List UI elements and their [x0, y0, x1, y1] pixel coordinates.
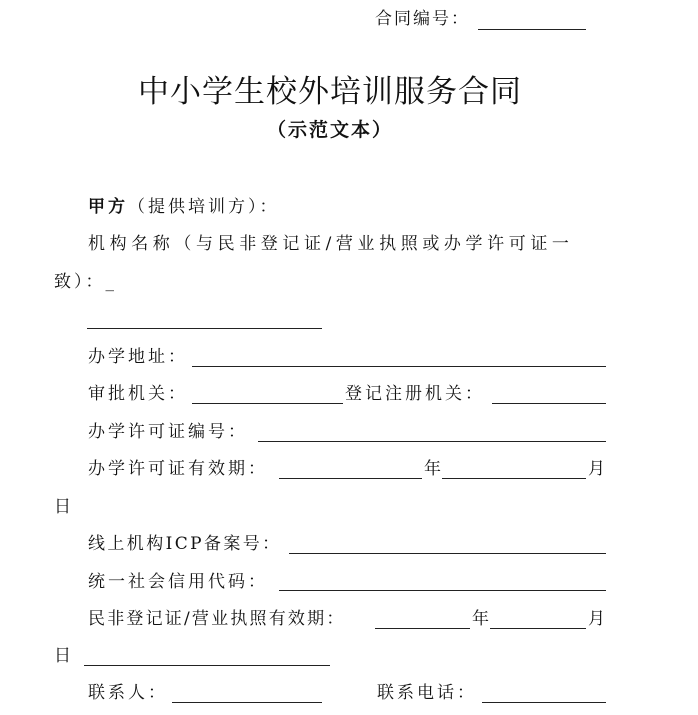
license-validity-year-field[interactable] — [279, 478, 422, 479]
address-field[interactable] — [192, 366, 606, 367]
icp-label: 线上机构ICP备案号： — [88, 534, 282, 554]
registration-label: 登记注册机关： — [345, 384, 485, 404]
contact-field[interactable] — [172, 702, 322, 703]
license-validity-day-label: 日 — [54, 497, 74, 517]
org-name-field[interactable] — [87, 328, 322, 329]
document-title: 中小学生校外培训服务合同 — [138, 74, 522, 110]
license-validity-label: 办学许可证有效期： — [88, 459, 268, 479]
cert-validity-month-field[interactable] — [490, 628, 586, 629]
org-name-label-line1: 机构名称（与民非登记证/营业执照或办学许可证一 — [88, 234, 574, 254]
contract-number-label: 合同编号： — [375, 9, 470, 29]
license-number-field[interactable] — [258, 441, 606, 442]
icp-field[interactable] — [289, 553, 606, 554]
contact-label: 联系人： — [88, 683, 168, 703]
cert-validity-day-field[interactable] — [84, 665, 330, 666]
license-validity-month-field[interactable] — [442, 478, 586, 479]
credit-code-field[interactable] — [279, 590, 606, 591]
party-a-heading — [88, 197, 280, 217]
cert-validity-day-label: 日 — [54, 646, 74, 666]
org-name-label-line2: 致）：_ — [54, 272, 117, 292]
phone-label: 联系电话： — [377, 683, 477, 703]
cert-validity-year-label: 年 — [472, 609, 492, 629]
registration-field[interactable] — [492, 403, 606, 404]
cert-validity-label: 民非登记证/营业执照有效期： — [88, 609, 346, 629]
contract-number-field[interactable] — [478, 29, 586, 30]
license-validity-month-label: 月 — [588, 459, 608, 479]
approval-field[interactable] — [192, 403, 343, 404]
document-subtitle: （示范文本） — [266, 119, 393, 141]
cert-validity-year-field[interactable] — [375, 628, 470, 629]
credit-code-label: 统一社会信用代码： — [88, 572, 268, 592]
phone-field[interactable] — [482, 702, 606, 703]
party-a-role: （提供培训方）： — [128, 197, 280, 217]
license-number-label: 办学许可证编号： — [88, 422, 248, 442]
party-a-prefix: 甲方 — [88, 197, 128, 217]
cert-validity-month-label: 月 — [588, 609, 608, 629]
approval-label: 审批机关： — [88, 384, 188, 404]
address-label: 办学地址： — [88, 347, 188, 367]
license-validity-year-label: 年 — [424, 459, 444, 479]
